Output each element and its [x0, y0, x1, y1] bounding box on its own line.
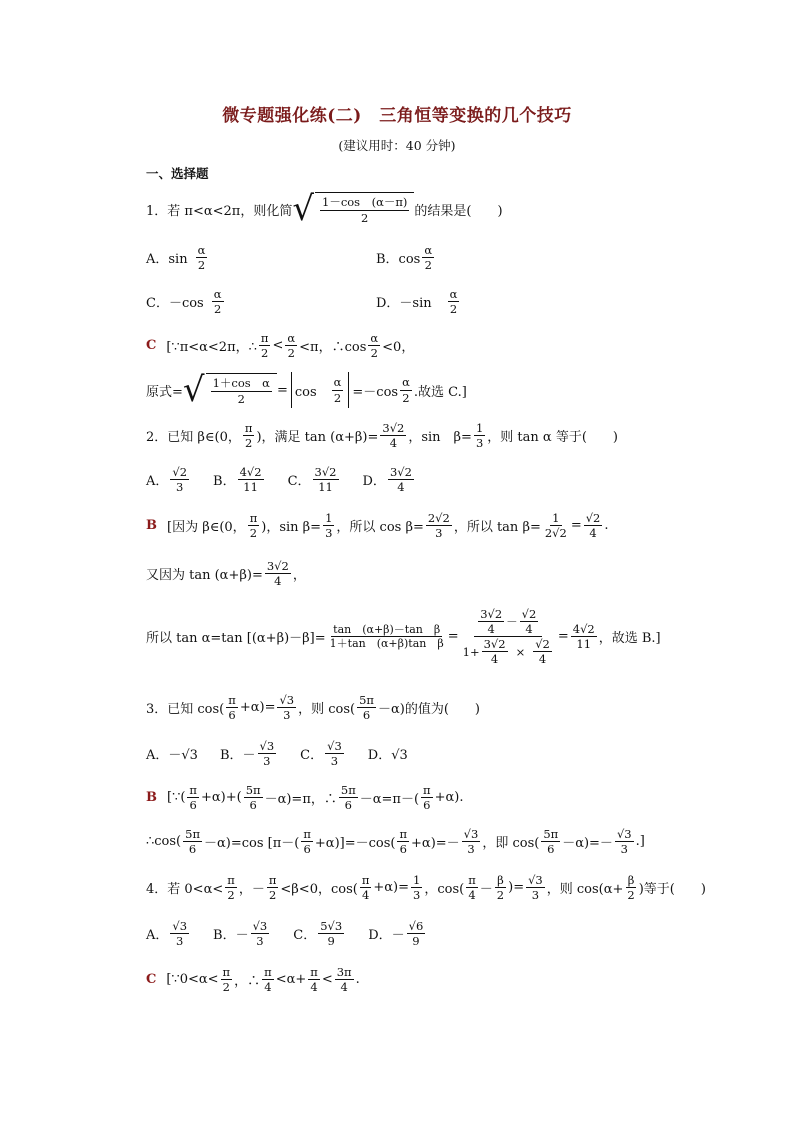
q1-option-b[interactable]: B．cos $\frac{\alpha}{2}$ — [376, 243, 433, 273]
q1-option-d[interactable]: D．－sin $\frac{\alpha}{2}$ — [376, 287, 458, 317]
q2-option-d[interactable]: D． $\frac{3√2}{4}$ — [362, 465, 412, 495]
question-2-stem: 2．已知 β∈(0， $\frac{\pi}{2}$ )，满足 tan (α+β)= $\frac{3√2}{4}$ ，sin β= $\frac{1}{3}$ ，则 tan α 等于( ) — [146, 421, 618, 451]
q4-solution-line-1: C [∵0<α< $\frac{\pi}{2}$ ，∴ $\frac{\pi}{4}$ <α+ $\frac{\pi}{4}$ < $\frac{3\pi}{4}$ . — [146, 965, 360, 995]
q3-solution-line-2: ∴cos( $\frac{5\pi}{6}$ －α)=cos [π－( $\frac{\pi}{6}$ +α)]=－cos( $\frac{\pi}{6}$ +α)=－ $\frac{√3}{3}$ ，即 cos( $\frac{5\pi}{6}$ －α)=－ $\frac{√3}{3}$ .] — [146, 827, 645, 857]
q4-options — [146, 920, 427, 947]
question-3-stem: 3．已知 cos( $\frac{\pi}{6}$ +α)= $\frac{√3}{3}$ ，则 cos( $\frac{5\pi}{6}$ －α)的值为( ) — [146, 693, 480, 723]
q2-option-a[interactable]: A． $\frac{√2}{3}$ — [146, 465, 188, 495]
q1-solution-line-1: C [∵π<α<2π，∴ $\frac{\pi}{2}$ < $\frac{\alpha}{2}$ <π，∴cos $\frac{\alpha}{2}$ <0， — [146, 331, 415, 361]
q3-option-b[interactable]: B．－ $\frac{√3}{3}$ — [219, 739, 275, 769]
section-heading: 一、选择题 — [146, 166, 209, 181]
q2-solution-line-2: 又因为 tan (α+β)= $\frac{3√2}{4}$ ， — [146, 559, 306, 589]
time-suggestion: (建议用时：40 分钟) — [338, 138, 456, 153]
q4-option-d[interactable]: D．－ $\frac{√6}{9}$ — [368, 919, 424, 949]
q1-option-c[interactable]: C．－cos $\frac{\alpha}{2}$ — [146, 287, 222, 317]
q1-option-a[interactable]: A．sin $\frac{\alpha}{2}$ — [146, 243, 206, 273]
q4-option-a[interactable]: A． $\frac{√3}{3}$ — [146, 919, 188, 949]
q2-solution-line-1: B [因为 β∈(0， $\frac{\pi}{2}$ )，sin β= $\frac{1}{3}$ ，所以 cos β= $\frac{2√2}{3}$ ，所以 tan β= $\frac{1}{2√2}$ = $\frac{√2}{4}$ . — [146, 511, 609, 541]
question-4-stem: 4．若 0<α< $\frac{\pi}{2}$ ，－ $\frac{\pi}{2}$ <β<0，cos( $\frac{\pi}{4}$ +α)= $\frac{1}{3}$ ，cos( $\frac{\pi}{4}$ － $\frac{\beta}{2}$ )= $\frac{√3}{3}$ ，则 cos(α+ $\frac{\beta}{2}$ )等于( ) — [146, 873, 706, 903]
page-title: 微专题强化练(二) 三角恒等变换的几个技巧 — [222, 106, 572, 126]
q4-answer: C — [146, 972, 157, 988]
question-1-stem: 1．若 π<α<2π，则化简 √ $\frac{1-\cos (\alpha-\pi)}{2}$ 的结果是( ) — [146, 189, 503, 229]
q1-answer: C — [146, 338, 157, 354]
q2-option-b[interactable]: B． $\frac{4√2}{11}$ — [213, 465, 262, 495]
q2-options — [146, 466, 416, 493]
q3-options — [146, 740, 408, 767]
q3-option-d[interactable]: D．√3 — [367, 748, 408, 764]
radical: √ $\frac{1-\cos (\alpha-\pi)}{2}$ — [292, 192, 414, 226]
q3-option-c[interactable]: C． $\frac{√3}{3}$ — [300, 739, 342, 769]
q3-option-a[interactable]: A．－√3 — [146, 748, 198, 764]
q1-solution-line-2: 原式= √ $\frac{\text{1＋cos α}}{2}$ = cos $\frac{\alpha}{2}$ =－cos $\frac{\alpha}{2}$ .故选 C.] — [146, 370, 467, 410]
q3-solution-line-1: B [∵( $\frac{\pi}{6}$ +α)+( $\frac{5\pi}{6}$ －α)=π，∴ $\frac{5\pi}{6}$ －α=π－( $\frac{\pi}{6}$ +α). — [146, 783, 464, 813]
q2-option-c[interactable]: C． $\frac{3√2}{11}$ — [287, 465, 337, 495]
q2-answer: B — [146, 518, 157, 534]
q2-solution-line-3: 所以 tan α=tan [(α+β)－β]= $\frac{\text{tan (α+β)－tan β}}{\text{1＋tan (α+β)tan β}}$ = $\frac{3√2}{4}$ － $\frac{√2}{4}$ 1+ $\frac{3√2}{4}$ × $\frac{√2}{4}$ = $\frac{4√2}{11}$ ，故选 B.] — [146, 607, 661, 667]
q4-option-b[interactable]: B．－ $\frac{√3}{3}$ — [213, 919, 268, 949]
q4-option-c[interactable]: C． $\frac{5√3}{9}$ — [293, 919, 343, 949]
q3-answer: B — [146, 790, 157, 806]
